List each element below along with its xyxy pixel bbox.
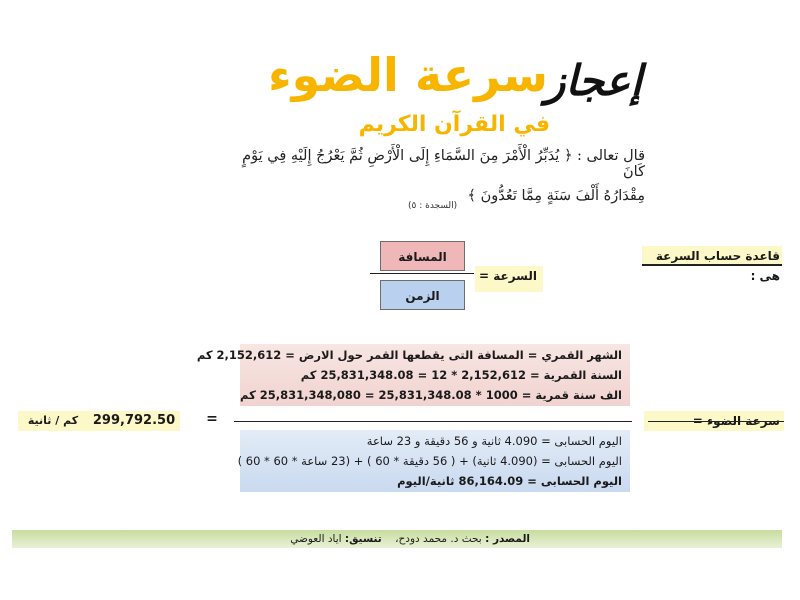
speed-rule-label: قاعدة حساب السرعة هى : — [642, 246, 782, 266]
main-fraction-line — [234, 421, 632, 422]
denominator-block — [237, 430, 630, 492]
quran-verse-line-2: مِقْدَارُهُ أَلْفَ سَنَةٍ مِمَّا تَعُدُّونَ ﴾ — [467, 188, 645, 204]
coordination-value: اياد العوضي — [290, 533, 342, 545]
page-title: سرعة الضوء — [268, 48, 548, 102]
footer-credits — [150, 533, 530, 545]
verse-reference: (السجدة : ٥) — [408, 201, 458, 211]
quran-verse-line-1: قال تعالى : ﴿ يُدَبِّرُ الْأَمْرَ مِنَ السَّمَاءِ إِلَى الْأَرْضِ ثُمَّ يَعْرُجُ إِلَيْهِ فِي يَوْمٍ كَانَ — [242, 148, 645, 180]
result-value: 299,792.50 — [88, 411, 180, 431]
sidereal-day-line-3: اليوم الحسابى = 86,164.09 ثانية/اليوم — [397, 474, 622, 488]
equals-sign: = — [206, 411, 218, 427]
thousand-years-line: الف سنة قمرية = 1000 * 25,831,348.08 = 25,831,348,080 كم — [240, 388, 622, 402]
fraction-line — [370, 273, 474, 274]
lunar-month-line: الشهر القمري = المسافة التى يقطعها القمر حول الارض = 2,152,612 كم — [196, 348, 622, 362]
lunar-year-line: السنة القمرية = 2,152,612 * 12 = 25,831,348.08 كم — [300, 368, 622, 382]
ijaz-logo-text: إعجاز — [545, 56, 642, 105]
coordination-label: تنسيق: — [344, 533, 382, 545]
sidereal-day-line-1: اليوم الحسابى = 4.090 ثانية و 56 دقيقة و 23 ساعة — [366, 434, 622, 448]
distance-box: المسافة — [380, 241, 465, 271]
light-speed-label: سرعة الضوء = — [644, 411, 784, 431]
page-subtitle: في القرآن الكريم — [358, 112, 550, 137]
speed-equals-label: السرعة = — [475, 266, 543, 292]
time-box: الزمن — [380, 280, 465, 310]
result-unit: كم / ثانية — [18, 411, 88, 431]
numerator-block — [196, 344, 630, 406]
source-value: بحث د. محمد دودح، — [395, 533, 482, 545]
sidereal-day-line-2: اليوم الحسابى = (4.090 ثانية) + ( 56 دقيقة * 60 ) + (23 ساعة * 60 * 60 ) — [237, 454, 622, 468]
source-label: المصدر : — [485, 533, 530, 545]
light-speed-underline — [648, 421, 784, 422]
